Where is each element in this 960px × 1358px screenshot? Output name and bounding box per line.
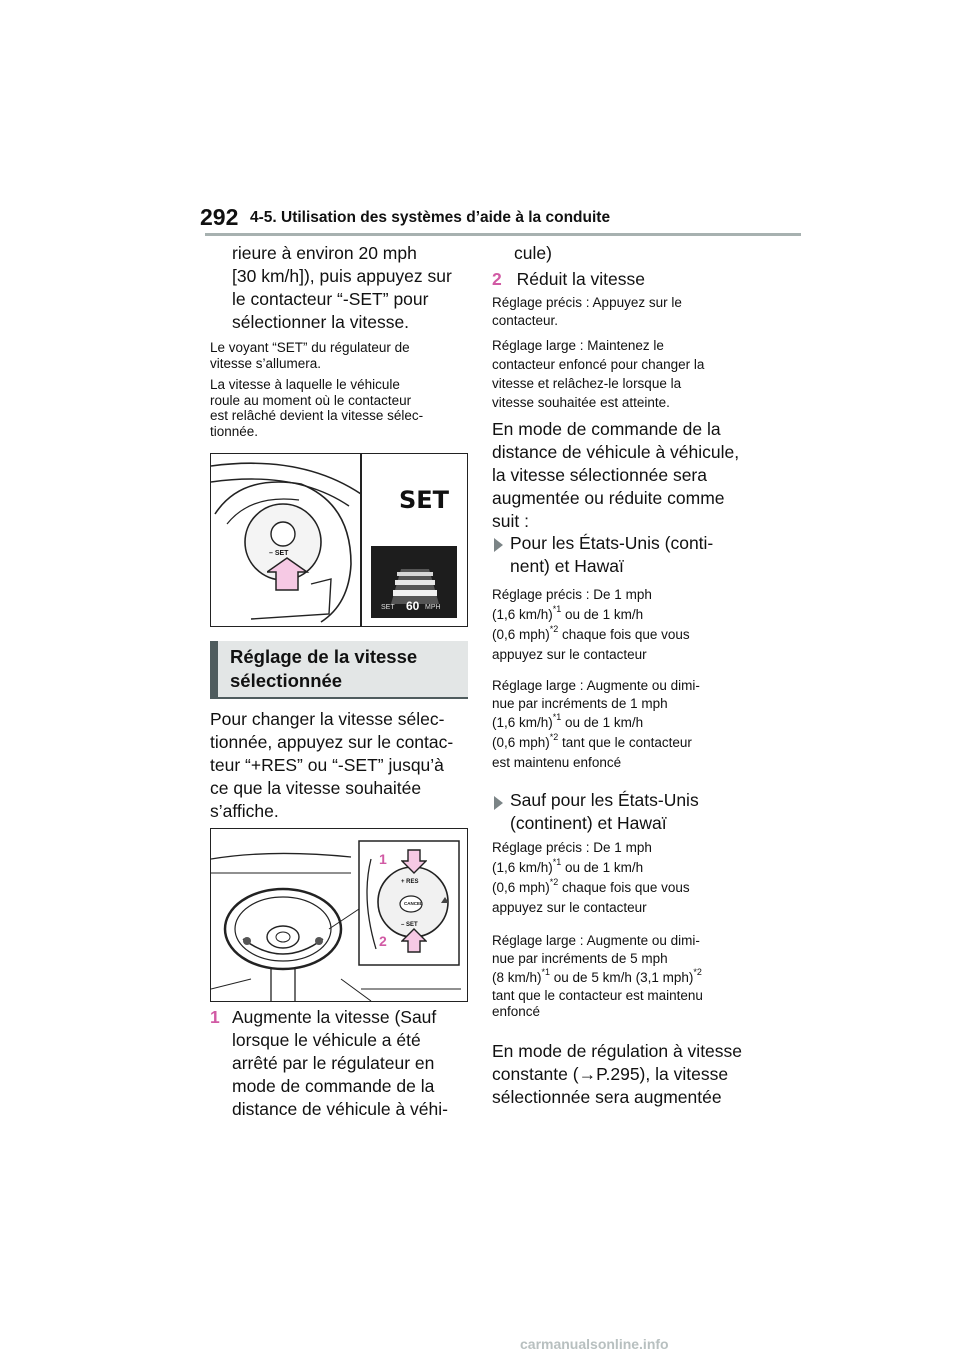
nonus-coarse-adjust <box>492 932 703 1020</box>
value: chaque fois que vous <box>558 880 690 895</box>
heading-underline <box>210 697 468 699</box>
text-line: est relâché devient la vitesse sélec- <box>210 408 424 423</box>
text-line: augmentée ou réduite comme <box>492 488 725 508</box>
arrow-right-icon: → <box>578 1064 597 1084</box>
text-line: nue par incréments de 1 mph <box>492 696 668 711</box>
text-line: Pour changer la vitesse sélec- <box>210 709 445 729</box>
value: (1,6 km/h) <box>492 860 553 875</box>
text-line: teur “+RES” ou “-SET” jusqu’à <box>210 755 444 775</box>
text-line: Réglage précis : De 1 mph <box>492 587 652 602</box>
text-line: En mode de régulation à vitesse <box>492 1041 743 1061</box>
distance-mode-paragraph <box>492 418 739 533</box>
text-line: contacteur enfoncé pour changer la <box>492 357 705 372</box>
text-line <box>492 733 700 753</box>
speed-set-note <box>210 377 423 439</box>
figure-res-set-switch <box>210 828 468 1002</box>
press-arrow-icon <box>267 556 311 592</box>
text-line: mode de commande de la <box>232 1076 435 1096</box>
text-line: Réglage large : Maintenez le <box>492 338 664 353</box>
text-line: (continent) et Hawaï <box>510 813 667 833</box>
text-line: sélectionnée sera augmentée <box>492 1087 722 1107</box>
text-line: nue par incréments de 5 mph <box>492 951 668 966</box>
text-line: roule au moment où le contacteur <box>210 392 412 408</box>
footnote-mark: *1 <box>552 712 562 722</box>
text-line: suit : <box>492 511 529 531</box>
text-line: Augmente la vitesse (Sauf <box>232 1007 437 1027</box>
arrow-down-icon <box>401 849 427 875</box>
nonus-heading <box>510 789 699 835</box>
text-line: vitesse souhaitée est atteinte. <box>492 395 670 410</box>
value: ou de 1 km/h <box>561 860 644 875</box>
item-1-number: 1 <box>210 1007 220 1027</box>
text-line: distance de véhicule à véhicule, <box>492 442 740 462</box>
fine-adjust-note <box>492 294 682 330</box>
section-title: 4-5. Utilisation des systèmes d’aide à la conduite <box>250 209 611 226</box>
text-line: contacteur. <box>492 313 559 328</box>
watermark: carmanualsonline.info <box>520 1336 669 1352</box>
text-line: appuyez sur le contacteur <box>492 900 647 915</box>
text-line: vitesse et relâchez-le lorsque la <box>492 376 682 391</box>
text-line: lorsque le véhicule a été <box>232 1030 421 1050</box>
text-line: la vitesse sélectionnée sera <box>492 465 707 485</box>
change-speed-paragraph <box>210 708 453 823</box>
display-speed: 60 <box>406 599 420 613</box>
text-line <box>492 1063 742 1086</box>
text-line: distance de véhicule à véhi- <box>232 1099 448 1119</box>
display-set-text: SET <box>381 604 395 611</box>
display-unit: MPH <box>425 604 441 611</box>
text-line: Réglage précis : De 1 mph <box>492 840 652 855</box>
footnote-mark: *2 <box>549 877 559 887</box>
text-line: arrêté par le régulateur en <box>232 1053 435 1073</box>
heading-text <box>230 645 417 693</box>
text-line <box>492 968 703 988</box>
text-line: Réglage large : Augmente ou dimi- <box>492 678 700 693</box>
text-line: tionnée. <box>210 423 259 439</box>
footnote-mark: *2 <box>693 967 702 977</box>
res-switch-label: + RES <box>401 879 419 885</box>
text-line: tant que le contacteur est maintenu <box>492 988 703 1003</box>
value: (1,6 km/h) <box>492 607 553 622</box>
text-line <box>492 605 690 625</box>
footnote-mark: *1 <box>552 857 562 867</box>
bullet-triangle-icon <box>494 796 503 810</box>
us-heading <box>510 532 713 578</box>
set-switch-label: – SET <box>269 550 289 557</box>
us-coarse-adjust <box>492 677 700 773</box>
item-2-text: Réduit la vitesse <box>516 269 646 289</box>
text-line: [30 km/h]), puis appuyez sur <box>232 266 452 286</box>
callout-1: 1 <box>379 851 387 867</box>
set-switch-label: – SET <box>401 922 418 928</box>
set-display-label: SET <box>399 486 450 514</box>
item-1 <box>210 1006 448 1121</box>
text-line: Réglage précis : Appuyez sur le <box>492 295 682 310</box>
text-line: nent) et Hawaï <box>510 556 624 576</box>
nonus-fine-adjust <box>492 838 690 918</box>
value: (0,6 mph) <box>492 735 550 750</box>
bullet-triangle-icon <box>494 538 503 552</box>
text-line <box>492 878 690 898</box>
constant-speed-paragraph <box>492 1040 742 1109</box>
callout-2: 2 <box>379 933 387 949</box>
text-line <box>492 625 690 645</box>
value: (8 km/h) <box>492 970 542 985</box>
text-line: Pour les États-Unis (conti- <box>510 533 714 553</box>
value: (0,6 mph) <box>492 627 550 642</box>
section-heading <box>210 641 468 697</box>
text-line: enfoncé <box>492 1004 541 1019</box>
steering-wheel-illustration <box>211 829 467 1001</box>
us-fine-adjust <box>492 585 690 665</box>
text: constante ( <box>492 1064 579 1084</box>
footnote-mark: *1 <box>541 967 551 977</box>
text-line: est maintenu enfoncé <box>492 755 622 770</box>
figure-set-switch <box>210 453 468 627</box>
page-number: 292 <box>200 204 239 230</box>
text-line: le contacteur “-SET” pour <box>232 289 429 309</box>
text-line: vitesse s’allumera. <box>210 355 322 371</box>
item-2 <box>492 268 645 291</box>
text-line: tionnée, appuyez sur le contac- <box>210 732 454 752</box>
text-line: Réglage large : Augmente ou dimi- <box>492 933 700 948</box>
text-line: rieure à environ 20 mph <box>232 243 417 263</box>
value: ou de 5 km/h (3,1 mph) <box>550 970 694 985</box>
footnote-mark: *2 <box>549 624 559 634</box>
value: (0,6 mph) <box>492 880 550 895</box>
page-reference-link[interactable]: P.295), la vitesse <box>596 1064 729 1084</box>
value: ou de 1 km/h <box>561 607 644 622</box>
footnote-mark: *2 <box>549 732 559 742</box>
text-line: s’affiche. <box>210 801 279 821</box>
text-line: sélectionner la vitesse. <box>232 312 410 332</box>
value: tant que le contacteur <box>558 735 692 750</box>
text-line: La vitesse à laquelle le véhicule <box>210 377 400 392</box>
heading-line: Réglage de la vitesse <box>230 646 418 667</box>
steering-switch-illustration <box>211 454 467 626</box>
text-line: En mode de commande de la <box>492 419 721 439</box>
item-1-continued: cule) <box>514 243 552 263</box>
coarse-adjust-note <box>492 336 704 412</box>
footnote-mark: *1 <box>552 604 562 614</box>
text-line: appuyez sur le contacteur <box>492 647 647 662</box>
cancel-switch-label: CANCEL <box>404 901 423 906</box>
set-indicator-note <box>210 340 410 371</box>
arrow-up-icon <box>401 927 427 953</box>
value: ou de 1 km/h <box>561 715 644 730</box>
value: chaque fois que vous <box>558 627 690 642</box>
value: (1,6 km/h) <box>492 715 553 730</box>
text-line <box>492 713 700 733</box>
text-line: Le voyant “SET” du régulateur de <box>210 340 410 355</box>
text-line: ce que la vitesse souhaitée <box>210 778 422 798</box>
item-2-number: 2 <box>492 269 502 289</box>
heading-line: sélectionnée <box>230 670 343 691</box>
continued-instruction <box>232 242 452 334</box>
text-line <box>492 858 690 878</box>
text-line: Sauf pour les États-Unis <box>510 790 699 810</box>
header-rule <box>205 233 801 236</box>
